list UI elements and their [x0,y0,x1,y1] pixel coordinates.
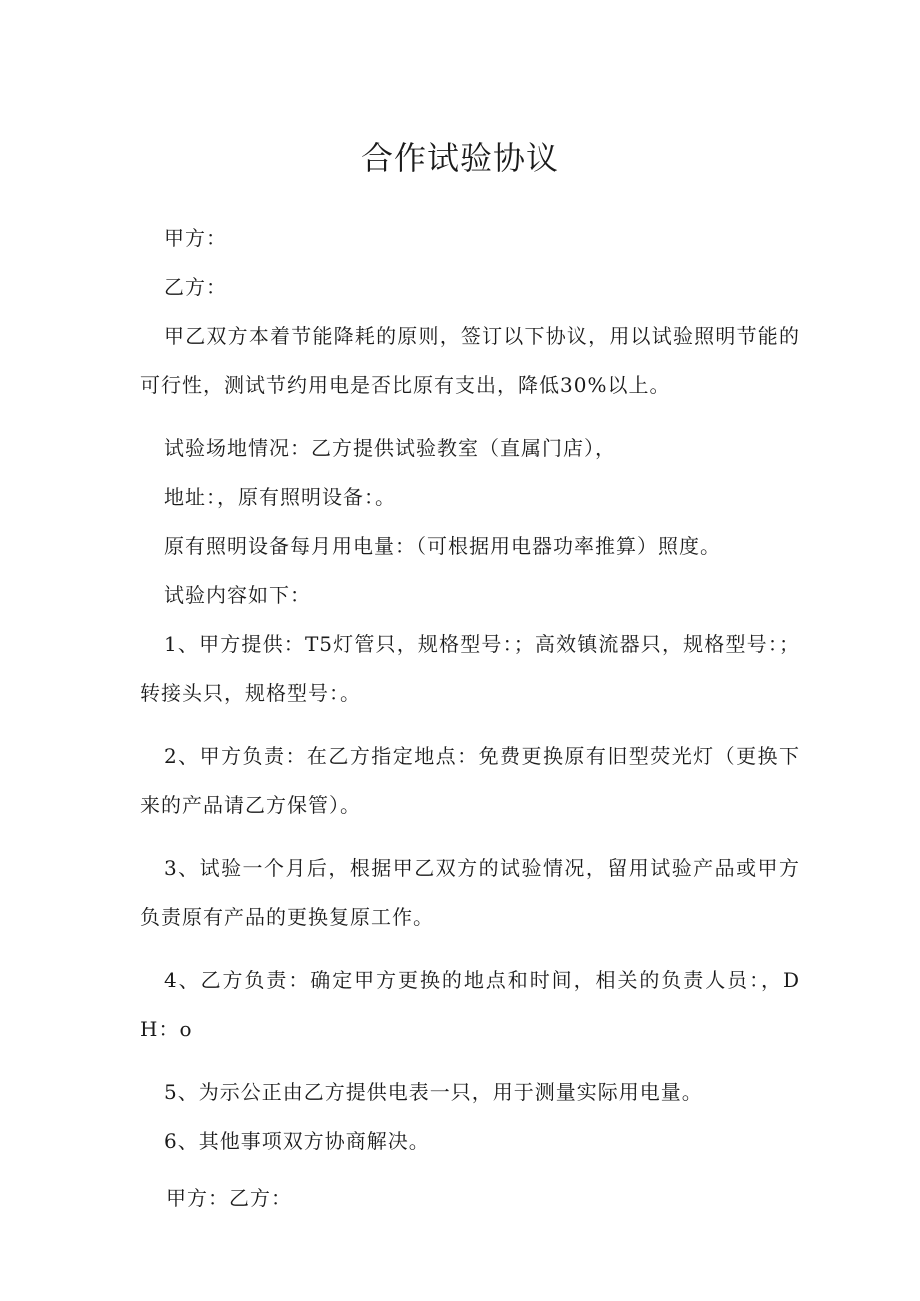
address-line: 地址：，原有照明设备：。 [164,485,396,509]
clause-6: 6、其他事项双方协商解决。 [164,1129,430,1153]
clause-2: 2、甲方负责：在乙方指定地点：免费更换原有旧型荧光灯（更换下来的产品请乙方保管）。 [140,744,800,817]
venue-info-line: 试验场地情况：乙方提供试验教室（直属门店）， [164,436,616,460]
trial-content-heading: 试验内容如下： [164,583,311,607]
clause-3: 3、试验一个月后，根据甲乙双方的试验情况，留用试验产品或甲方负责原有产品的更换复原工作。 [140,856,800,929]
clause-4: 4、乙方负责：确定甲方更换的地点和时间，相关的负责人员：，DH：o [140,968,800,1041]
party-a-line: 甲方： [164,226,227,250]
clause-5: 5、为示公正由乙方提供电表一只，用于测量实际用电量。 [164,1080,703,1104]
party-b-line: 乙方： [164,275,227,299]
agreement-intro-paragraph: 甲乙双方本着节能降耗的原则，签订以下协议，用以试验照明节能的可行性，测试节约用电是否比原有支出，降低30%以上。 [140,324,800,397]
clause-1: 1、甲方提供：T5灯管只，规格型号：；高效镇流器只，规格型号：；转接头只，规格型号：。 [140,632,800,705]
document-title: 合作试验协议 [360,139,559,177]
document-body [140,214,800,1223]
signature-line: 甲方：乙方： [166,1186,292,1210]
monthly-usage-line: 原有照明设备每月用电量：（可根据用电器功率推算）照度。 [164,534,721,558]
